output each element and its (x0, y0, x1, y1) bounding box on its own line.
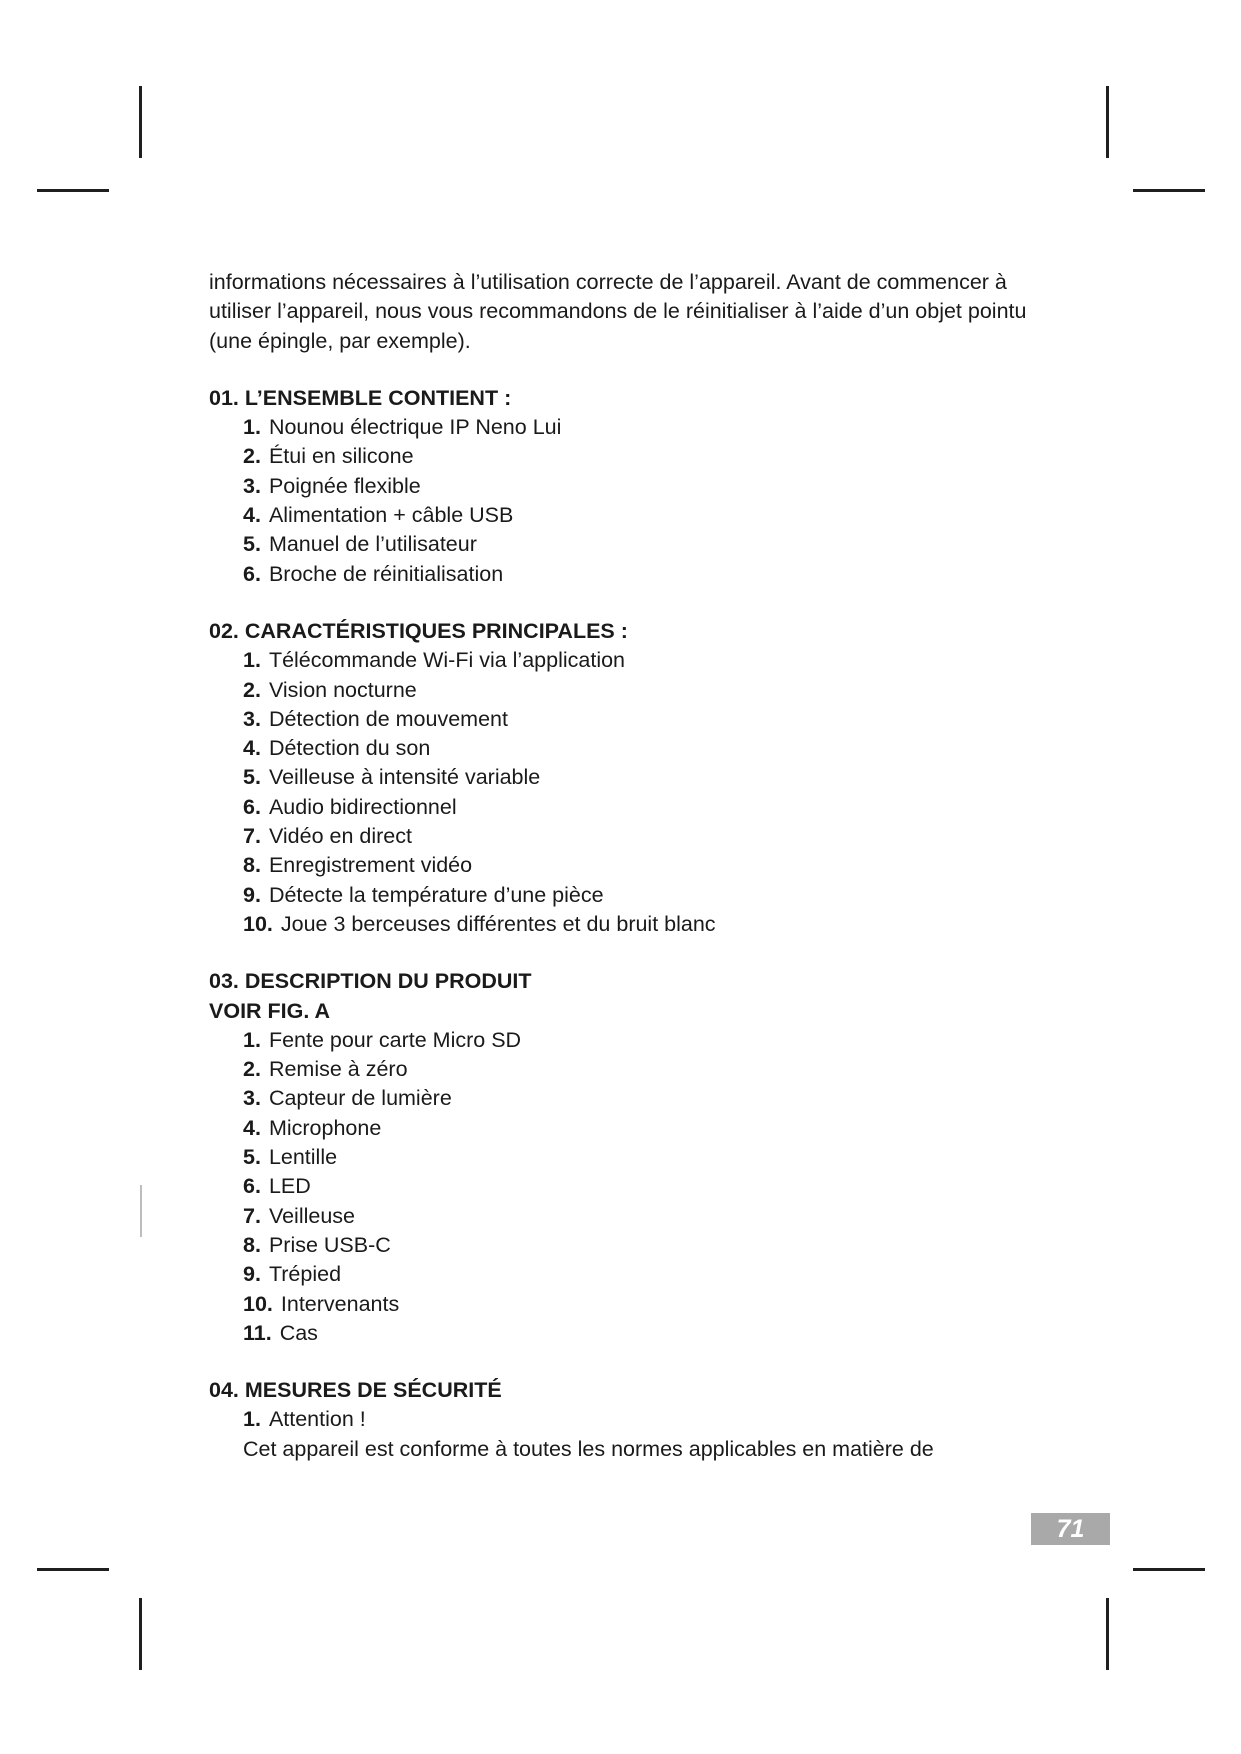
list-item: 1. Attention ! (243, 1407, 366, 1432)
list-item: 8. Prise USB-C (243, 1232, 391, 1257)
list-item: 3. Capteur de lumière (243, 1086, 452, 1111)
bleed-mark (140, 1185, 142, 1237)
list-item: 5. Manuel de l’utilisateur (243, 532, 477, 557)
list-item: 4. Détection du son (243, 736, 431, 761)
list-item: 10. Joue 3 berceuses différentes et du bruit blanc (243, 911, 716, 936)
crop-mark-top-left-vertical (139, 86, 142, 158)
section-features (209, 617, 1059, 939)
list-item: 9. Détecte la température d’une pièce (243, 882, 604, 907)
page-number: 71 (1031, 1513, 1110, 1545)
list-item: 2. Vision nocturne (243, 677, 417, 702)
list-item: 7. Vidéo en direct (243, 824, 412, 849)
section-heading: 02. CARACTÉRISTIQUES PRINCIPALES : (209, 618, 628, 643)
list-item: 6. LED (243, 1174, 311, 1199)
list-item: 6. Broche de réinitialisation (243, 561, 504, 586)
list-item: 8. Enregistrement vidéo (243, 853, 473, 878)
safety-list (209, 1405, 1059, 1434)
section-heading: 01. L’ENSEMBLE CONTIENT : (209, 385, 512, 410)
crop-mark-top-right-horizontal (1133, 189, 1205, 192)
list-item: 3. Poignée flexible (243, 473, 421, 498)
contents-list (209, 413, 1059, 589)
list-item: 4. Alimentation + câble USB (243, 503, 514, 528)
product-parts-list (209, 1026, 1059, 1348)
list-item: 1. Nounou électrique IP Neno Lui (243, 415, 562, 440)
crop-mark-bottom-left-horizontal (37, 1568, 109, 1571)
list-item: 1. Télécommande Wi-Fi via l’application (243, 648, 626, 673)
list-item: 3. Détection de mouvement (243, 706, 508, 731)
list-item: 9. Trépied (243, 1262, 342, 1287)
list-item: 5. Veilleuse à intensité variable (243, 765, 541, 790)
crop-mark-top-left-horizontal (37, 189, 109, 192)
section-heading: 04. MESURES DE SÉCURITÉ (209, 1378, 502, 1403)
list-item: 7. Veilleuse (243, 1203, 356, 1228)
list-item: 2. Remise à zéro (243, 1057, 408, 1082)
safety-text: Cet appareil est conforme à toutes les normes applicables en matière de (243, 1436, 934, 1461)
list-item: 10. Intervenants (243, 1291, 400, 1316)
list-item: 4. Microphone (243, 1115, 382, 1140)
section-product-description (209, 967, 1059, 1348)
crop-mark-bottom-right-horizontal (1133, 1568, 1205, 1571)
section-subheading: VOIR FIG. A (209, 998, 331, 1023)
crop-mark-bottom-right-vertical (1106, 1598, 1109, 1670)
section-safety (209, 1376, 1059, 1464)
features-list (209, 646, 1059, 939)
crop-mark-top-right-vertical (1106, 86, 1109, 158)
section-contents (209, 384, 1059, 589)
section-heading: 03. DESCRIPTION DU PRODUIT (209, 969, 532, 994)
list-item: 2. Étui en silicone (243, 444, 414, 469)
intro-paragraph: informations nécessaires à l’utilisation correcte de l’appareil. Avant de commencer à utiliser l’appareil, nous vous recommandons de le réinitialiser à l’aide d’un objet pointu (une épingle, par exemple). (209, 270, 1027, 353)
list-item: 11. Cas (243, 1320, 318, 1345)
list-item: 1. Fente pour carte Micro SD (243, 1027, 522, 1052)
list-item: 5. Lentille (243, 1145, 338, 1170)
list-item: 6. Audio bidirectionnel (243, 794, 457, 819)
crop-mark-bottom-left-vertical (139, 1598, 142, 1670)
page-content (209, 268, 1059, 1492)
